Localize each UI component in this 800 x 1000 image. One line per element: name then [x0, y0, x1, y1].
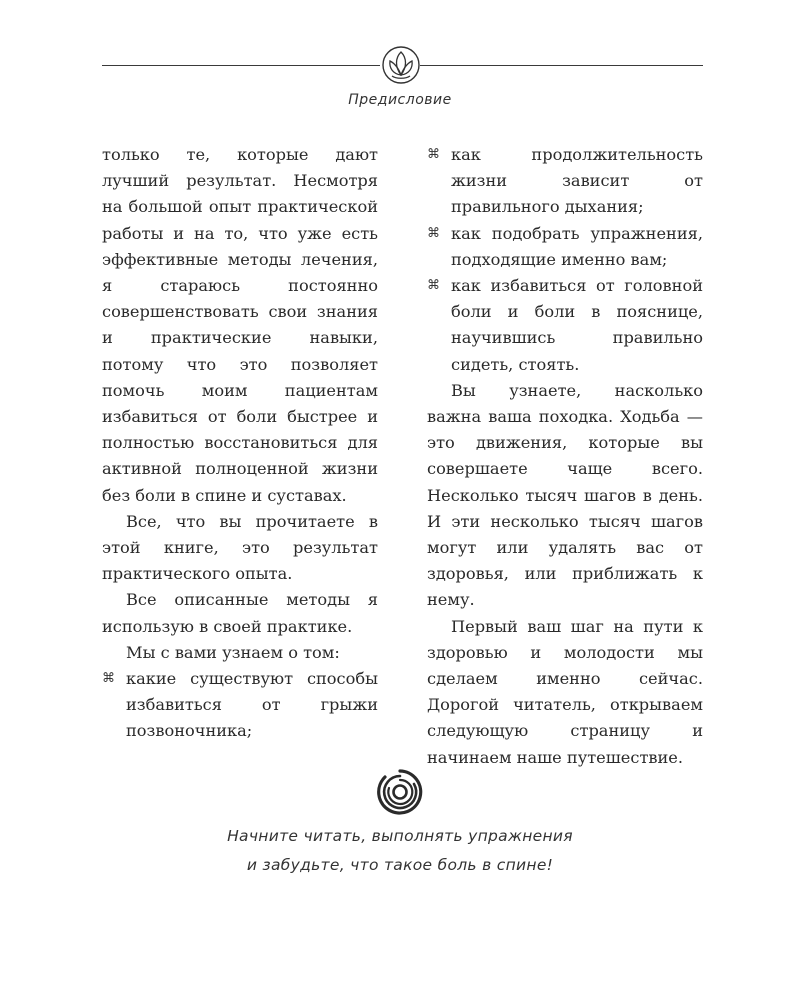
list-item-text: как продолжительность жизни зависит от правильного дыхания;: [451, 145, 703, 217]
motto-line-1: Начните читать, выполнять упражнения: [227, 827, 573, 845]
right-bullet-list: [427, 142, 703, 378]
list-item-text: как подобрать упражнения, подходящие именно вам;: [451, 223, 703, 269]
list-item-text: какие существуют способы избавиться от грыжи позвоночника;: [126, 669, 378, 741]
swirl-icon: [377, 769, 423, 815]
list-item-text: как избавиться от головной боли и боли в пояснице, научившись правильно сидеть, стоять.: [451, 276, 703, 374]
lotus-icon: [381, 45, 421, 85]
list-item: [427, 221, 703, 273]
bullet-icon: ⌘: [427, 225, 440, 241]
bullet-icon: ⌘: [427, 147, 440, 162]
list-item: [102, 666, 378, 745]
motto: [0, 822, 800, 880]
section-title: Предисловие: [348, 92, 452, 108]
bullet-icon: ⌘: [427, 278, 440, 294]
left-paragraph-2: Все, что вы прочитаете в этой книге, это результат практического опыта.: [102, 511, 378, 584]
left-column: [102, 142, 378, 745]
header-rule-right: [420, 65, 703, 66]
bullet-icon: ⌘: [102, 671, 115, 687]
right-paragraph-2: Первый ваш шаг на пути к здоровью и молодости мы сделаем именно сейчас. Дорогой читатель, открываем следующую страницу и начинаем наше путешествие.: [427, 616, 703, 767]
header-rule-left: [102, 65, 380, 66]
list-item: [427, 142, 703, 221]
motto-line-2: и забудьте, что такое боль в спине!: [246, 856, 554, 874]
left-paragraph-1: только те, которые дают лучший результат. Несмотря на большой опыт практической работы и на то, что уже есть эффективные методы лечения, я стараюсь постоянно совершенствовать свои знания и практические навыки, потому что это позволяет помочь моим пациентам избавиться от боли быстрее и полностью восстановиться для активной полноценной жизни без боли в спине и суставах.: [102, 145, 378, 505]
left-bullet-list: [102, 666, 378, 745]
page-header: [0, 0, 800, 120]
right-paragraph-1: Вы узнаете, насколько важна ваша походка. Ходьба — это движения, которые вы совершаете чаще всего. Несколько тысяч шагов в день. И эти несколько тысяч шагов могут или удалять вас от здоровья, или приближать к нему.: [427, 380, 703, 610]
right-column: [427, 142, 703, 771]
left-paragraph-3: Все описанные методы я использую в своей практике.: [102, 590, 378, 636]
list-item: [427, 273, 703, 378]
left-paragraph-4: Мы с вами узнаем о том:: [126, 642, 340, 662]
